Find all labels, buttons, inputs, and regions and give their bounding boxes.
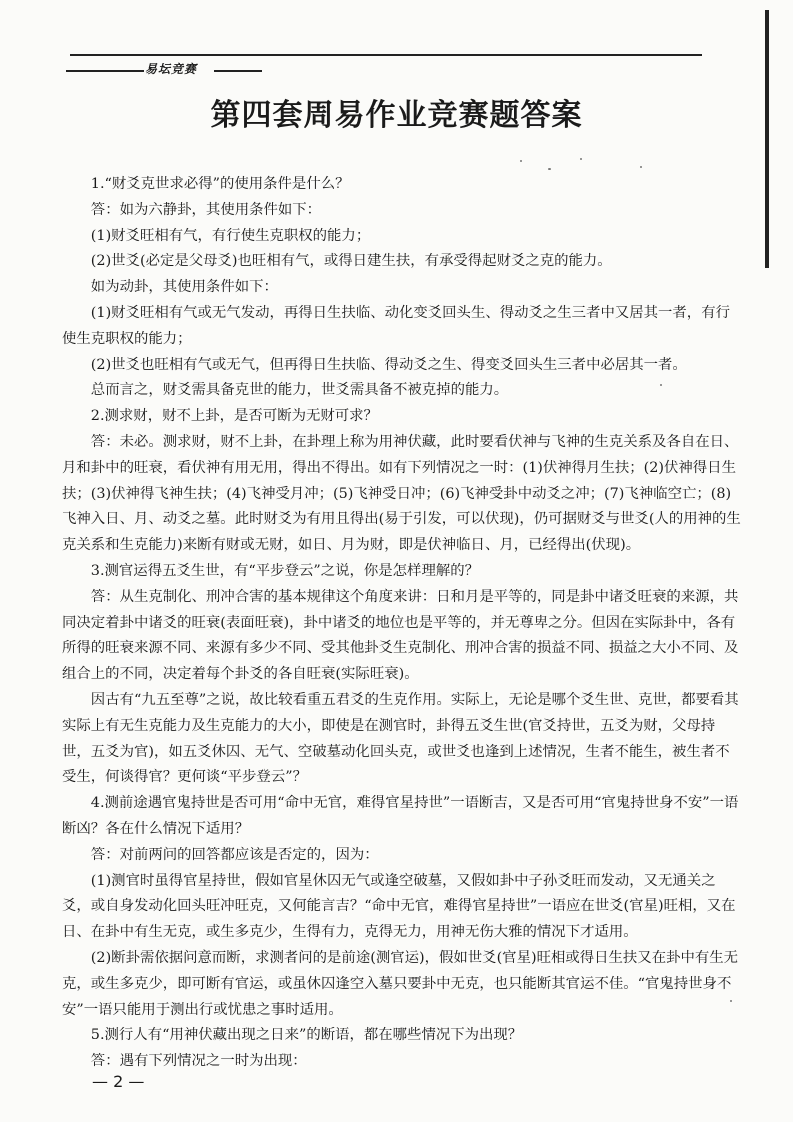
page-edge-rule bbox=[765, 10, 769, 268]
question-3: 3.测官运得五爻生世，有“平步登云”之说，你是怎样理解的？ bbox=[90, 562, 480, 579]
answer-paragraph: 答：未必。测求财，财不上卦，在卦理上称为用神伏藏，此时要看伏神与飞神的生克关系及各自在日、月和卦中的旺衰，看伏神有用无用，得出不得出。如有下列情况之一时：(1)伏神得月生扶；(2)伏神得日生扶；(3)伏神得飞神生扶；(4)飞神受月冲；(5)飞神受日冲；(6)飞神受卦中动爻之冲；(7)飞神临空亡；(8)飞神入日、月、动爻之墓。此时财爻为有用且得出(易于引发，可以伏现)，仍可据财爻与世爻(人的用神的生克关系和生克能力)来断有财或无财，如日、月为财，即是伏神临日、月，已经得出(伏现)。 bbox=[62, 433, 741, 554]
question-5: 5.测行人有“用神伏藏出现之日来”的断语，都在哪些情况下为出现？ bbox=[90, 1027, 523, 1044]
question-1: 1.“财爻克世求必得”的使用条件是什么？ bbox=[90, 176, 350, 192]
question-2: 2.测求财，财不上卦，是否可断为无财可求？ bbox=[90, 408, 378, 425]
answer-paragraph: 因古有“九五至尊”之说，故比较看重五君爻的生克作用。实际上，无论是哪个爻生世、克世，都要看其实际上有无生克能力及生克能力的大小，即使是在测官时，卦得五爻生世(官爻持世，五爻为财，父母持世，五爻为官)，如五爻休囚、无气、空破墓动化回头克，或世爻也逢到上述情况，生者不能生，被生者不受生，何谈得官？更何谈“平步登云”？ bbox=[62, 691, 739, 786]
scan-speck bbox=[730, 1000, 732, 1002]
scan-speck bbox=[548, 168, 551, 170]
answer-paragraph: 总而言之，财爻需具备克世的能力，世爻需具备不被克掉的能力。 bbox=[90, 382, 509, 399]
answer-paragraph: (2)世爻也旺相有气或无气，但再得日生扶临、得动爻之生、得变爻回头生三者中必居其一者。 bbox=[90, 356, 687, 373]
answer-paragraph: (1)财爻旺相有气，有行使生克职权的能力； bbox=[90, 227, 371, 244]
answer-paragraph: 答：如为六静卦，其使用条件如下： bbox=[90, 201, 322, 218]
page-title: 第四套周易作业竞赛题答案 bbox=[210, 98, 583, 133]
answer-paragraph: 答：从生克制化、刑冲合害的基本规律这个角度来讲：日和月是平等的，同是卦中诸爻旺衰的来源，共同决定着卦中诸爻的旺衰(表面旺衰)，卦中诸爻的地位也是平等的，并无尊卑之分。但因在实际卦中，各有所得的旺衰来源不同、来源有多少不同、受其他卦爻生克制化、刑冲合害的损益不同、损益之大小不同、及组合上的不同，决定着每个卦爻的各自旺衰(实际旺衰)。 bbox=[62, 588, 739, 683]
page-number: — 2 — bbox=[92, 1072, 145, 1091]
question-4: 4.测前途遇官鬼持世是否可用“命中无官，难得官星持世”一语断吉，又是否可用“官鬼持世身不安”一语断凶？各在什么情况下适用？ bbox=[62, 795, 739, 837]
header-right-rule bbox=[214, 70, 262, 72]
scan-speck bbox=[520, 160, 522, 162]
answer-paragraph: (1)财爻旺相有气或无气发动，再得日生扶临、动化变爻回头生、得动爻之生三者中又居其一者，有行使生克职权的能力； bbox=[62, 304, 730, 347]
scan-speck bbox=[640, 166, 642, 168]
running-header: 易坛竞赛 bbox=[145, 62, 198, 76]
header-left-rule bbox=[66, 70, 144, 72]
answer-paragraph: 如为动卦，其使用条件如下： bbox=[90, 279, 278, 296]
scan-speck bbox=[660, 384, 662, 386]
answer-paragraph: (2)断卦需依据问意而断，求测者问的是前途(测官运)，假如世爻(官星)旺相或得日生扶又在卦中有生无克，或生多克少，即可断有官运，或虽休囚逢空入墓只要卦中无克，也只能断其官运不佳。“官鬼持世身不安”一语只能用于测出行或忧患之事时适用。 bbox=[62, 949, 739, 1018]
answer-paragraph: (1)测官时虽得官星持世，假如官星休囚无气或逢空破墓，又假如卦中子孙爻旺而发动，又无通关之爻，或自身发动化回头旺冲旺克，又何能言吉？“命中无官，难得官星持世”一语应在世爻(官星)旺相，又在日、在卦中有生无克，或生多克少，生得有力，克得无力，用神无伤大雅的情况下才适用。 bbox=[62, 872, 736, 941]
answer-paragraph: (2)世爻(必定是父母爻)也旺相有气，或得日建生扶，有承受得起财爻之克的能力。 bbox=[90, 253, 612, 270]
header-rule bbox=[70, 54, 702, 56]
answer-paragraph: 答：对前两问的回答都应该是否定的，因为： bbox=[90, 846, 379, 863]
answer-paragraph: 答：遇有下列情况之一时为出现： bbox=[90, 1053, 307, 1070]
answer-body bbox=[62, 172, 742, 1075]
scan-speck bbox=[580, 158, 582, 160]
